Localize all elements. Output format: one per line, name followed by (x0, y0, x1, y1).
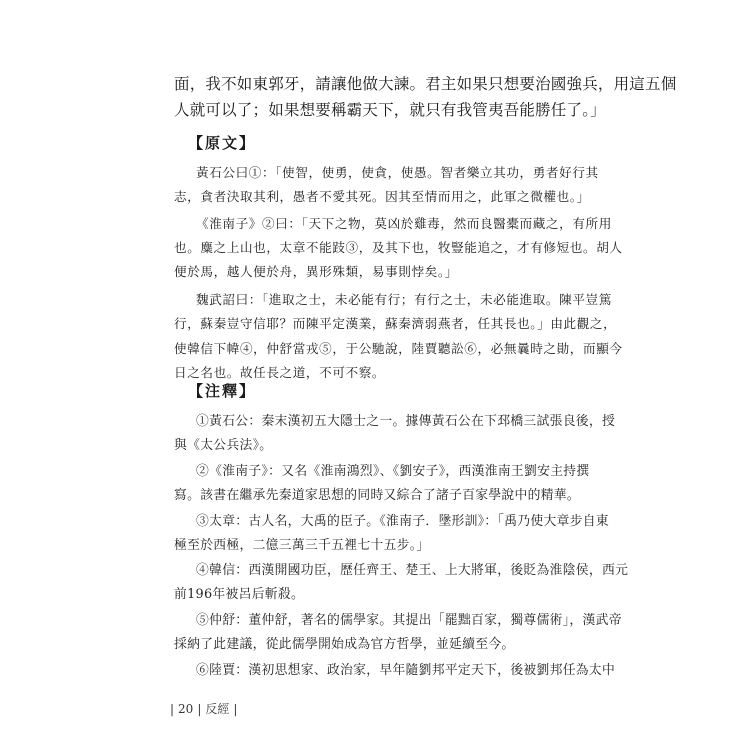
original-line-3: 《淮南子》②曰：「天下之物，莫凶於雞毒，然而良醫橐而藏之，有所用 (196, 216, 612, 231)
original-line-8: 使韓信下幃④，仲舒當戎⑤，于公馳說，陸賈聽訟⑥，必無曩時之勛，而顯今 (174, 341, 623, 356)
original-line-1: 黃石公曰①：「使智，使勇，使貪，使愚。智者樂立其功，勇者好行其 (196, 165, 599, 180)
footer-divider-right: | (197, 702, 202, 716)
note-line-8: 前196年被呂后斬殺。 (174, 587, 305, 602)
original-line-4: 也。麋之上山也，太章不能跂③，及其下也，牧豎能追之，才有修短也。胡人 (174, 240, 623, 255)
original-line-5: 便於馬，越人便於舟，異形殊類，易事則悖矣。」 (174, 264, 458, 279)
original-line-9: 日之名也。故任長之道，不可不察。 (174, 365, 386, 380)
note-line-2: 與《太公兵法》。 (174, 438, 273, 453)
note-line-5: ③太章：古人名，大禹的臣子。《淮南子．墬形訓》：「禹乃使大章步自東 (196, 514, 609, 529)
original-line-7: 行，蘇秦豈守信耶？而陳平定漢業，蘇秦濟弱燕者，任其長也。」由此觀之， (174, 316, 617, 331)
intro-line-2: 人就可以了；如果想要稱霸天下，就只有我管夷吾能勝任了。」 (174, 101, 606, 119)
book-title: 反經 (205, 702, 230, 716)
notes-heading: 【注釋】 (188, 382, 257, 400)
note-line-11: ⑥陸賈：漢初思想家、政治家，早年隨劉邦平定天下，後被劉邦任為太中 (196, 663, 616, 678)
note-line-1: ①黃石公：秦末漢初五大隱士之一。據傳黃石公在下邳橋三試張良後，授 (196, 414, 616, 429)
footer-divider-left: | (170, 702, 175, 716)
note-line-9: ⑤仲舒：董仲舒，著名的儒學家。其提出「罷黜百家，獨尊儒術」，漢武帝 (196, 613, 622, 628)
note-line-7: ④韓信：西漢開國功臣，歷任齊王、楚王、上大將軍，後貶為淮陰侯，西元 (196, 563, 629, 578)
note-line-10: 採納了此建議，從此儒學開始成為官方哲學，並延續至今。 (174, 637, 515, 652)
original-line-2: 志，貪者決取其利，愚者不愛其死。因其至情而用之，此軍之微權也。」 (174, 189, 590, 204)
note-line-4: 寫。該書在繼承先秦道家思想的同時又綜合了諸子百家學說中的精華。 (174, 488, 581, 503)
page-number: 20 (178, 702, 194, 716)
note-line-3: ②《淮南子》：又名《淮南鴻烈》、《劉安子》，西漢淮南王劉安主持撰 (196, 464, 590, 479)
page-footer (170, 700, 241, 717)
footer-divider-end: | (233, 702, 238, 716)
note-line-6: 極至於西極，二億三萬三千五裡七十五步。」 (174, 538, 430, 553)
intro-line-1: 面，我不如東郭牙，請讓他做大諫。君主如果只想要治國強兵，用這五個 (174, 75, 677, 93)
original-line-6: 魏武詔曰：「進取之士，未必能有行；有行之士，未必能進取。陳平豈篤 (196, 292, 612, 307)
original-text-heading: 【原文】 (188, 134, 257, 152)
